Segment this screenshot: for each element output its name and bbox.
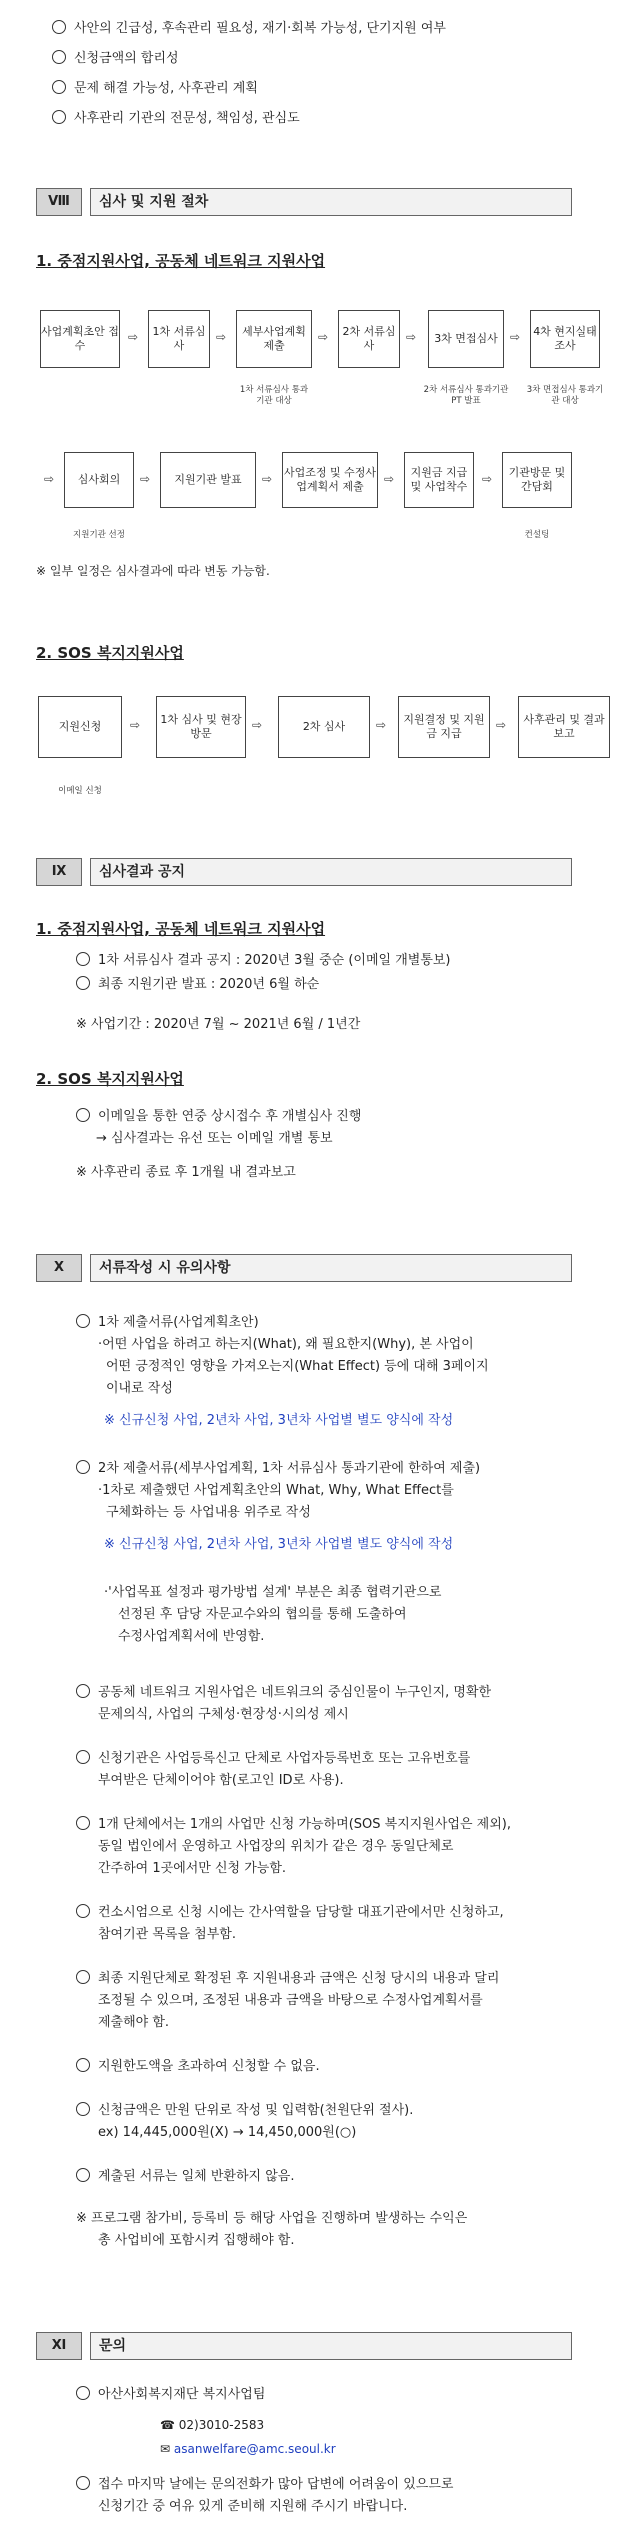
notice-line: 참여기관 목록을 첨부함. (98, 1927, 236, 1942)
flow-step: 지원금 지급 및 사업착수 (404, 452, 474, 508)
arrow-right-icon: ⇨ (482, 472, 493, 486)
circle-bullet-icon (76, 952, 90, 966)
contact-phone: ☎ 02)3010-2583 (160, 2418, 265, 2432)
circle-bullet-icon (76, 1108, 90, 1122)
section-number: Ⅹ (36, 1254, 82, 1282)
section-title: 문의 (90, 2332, 572, 2360)
notice-item: 계출된 서류는 일체 반환하지 않음. (76, 2168, 294, 2186)
doc2-line: 수정사업계획서에 반영함. (118, 1629, 265, 1644)
arrow-right-icon: ⇨ (44, 472, 55, 486)
section-title: 심사 및 지원 절차 (90, 188, 572, 216)
notice-item: 1개 단체에서는 1개의 사업만 신청 가능하며(SOS 복지지원사업은 제외), (76, 1816, 511, 1834)
flow-step: 4차 현지실태조사 (530, 310, 600, 368)
notice-line: 부여받은 단체이어야 함(로고인 ID로 사용). (98, 1773, 344, 1788)
doc1-title: 1차 제출서류(사업계획초안) (76, 1314, 259, 1332)
result-item: 최종 지원기관 발표 : 2020년 6월 하순 (76, 976, 319, 994)
doc1-line: 어떤 긍정적인 영향을 가져오는지(What Effect) 등에 대해 3페이지 (106, 1359, 489, 1374)
flow-note: 3차 면접심사 통과기관 대상 (526, 385, 604, 406)
section-title: 심사결과 공지 (90, 858, 572, 886)
criteria-item: 사후관리 기관의 전문성, 책임성, 관심도 (52, 110, 300, 128)
notice-item: 신청기관은 사업등록신고 단체로 사업자등록번호 또는 고유번호를 (76, 1750, 470, 1768)
arrow-right-icon: ⇨ (510, 330, 521, 344)
flow-step: 심사회의 (64, 452, 134, 508)
notice-line: ex) 14,445,000원(X) → 14,450,000원(○) (98, 2125, 357, 2140)
flow-note: 지원기관 선정 (73, 530, 125, 540)
doc1-note: ※ 신규신청 사업, 2년차 사업, 3년차 사업별 별도 양식에 작성 (104, 1413, 454, 1428)
circle-bullet-icon (76, 1816, 90, 1830)
flow-step: 지원기관 발표 (160, 452, 256, 508)
notice-line: 조정될 수 있으며, 조정된 내용과 금액을 바탕으로 수정사업계획서를 (98, 1993, 483, 2008)
result-note: ※ 사후관리 종료 후 1개월 내 결과보고 (76, 1165, 296, 1180)
arrow-right-icon: ⇨ (128, 330, 139, 344)
phone-icon: ☎ (160, 2418, 179, 2432)
contact-org: 아산사회복지재단 복지사업팀 (76, 2386, 265, 2404)
notice-item: 컨소시엄으로 신청 시에는 간사역할을 담당할 대표기관에서만 신청하고, (76, 1904, 504, 1922)
flow-step: 지원결정 및 지원금 지급 (398, 696, 490, 758)
subsection-title: 1. 중점지원사업, 공동체 네트워크 지원사업 (36, 920, 326, 938)
arrow-right-icon: ⇨ (216, 330, 227, 344)
doc2-title: 2차 제출서류(세부사업계획, 1차 서류심사 통과기관에 한하여 제출) (76, 1460, 480, 1478)
circle-bullet-icon (76, 2102, 90, 2116)
arrow-right-icon: ⇨ (252, 718, 263, 732)
result-detail: → 심사결과는 유선 또는 이메일 개별 통보 (96, 1131, 333, 1146)
circle-bullet-icon (76, 1970, 90, 1984)
notice-item: 지원한도액을 초과하여 신청할 수 없음. (76, 2058, 320, 2076)
circle-bullet-icon (76, 2386, 90, 2400)
circle-bullet-icon (52, 20, 66, 34)
section-header-review-process (36, 188, 572, 216)
arrow-right-icon: ⇨ (130, 718, 141, 732)
doc1-line: 이내로 작성 (106, 1381, 173, 1396)
result-item: 이메일을 통한 연중 상시접수 후 개별심사 진행 (76, 1108, 361, 1126)
flow-note: 1차 서류심사 통과기관 대상 (239, 385, 309, 406)
arrow-right-icon: ⇨ (496, 718, 507, 732)
notice-line: 동일 법인에서 운영하고 사업장의 위치가 같은 경우 동일단체로 (98, 1839, 454, 1854)
circle-bullet-icon (76, 1904, 90, 1918)
arrow-right-icon: ⇨ (140, 472, 151, 486)
circle-bullet-icon (76, 1684, 90, 1698)
arrow-right-icon: ⇨ (318, 330, 329, 344)
notice-item: 공동체 네트워크 지원사업은 네트워크의 중심인물이 누구인지, 명확한 (76, 1684, 491, 1702)
mail-icon: ✉ (160, 2442, 174, 2456)
section-number: Ⅸ (36, 858, 82, 886)
circle-bullet-icon (76, 976, 90, 990)
schedule-remark: ※ 일부 일정은 심사결과에 따라 변동 가능함. (36, 564, 270, 578)
notice-item: 최종 지원단체로 확정된 후 지원내용과 금액은 신청 당시의 내용과 달리 (76, 1970, 499, 1988)
section-number: Ⅺ (36, 2332, 82, 2360)
final-notice: 접수 마지막 날에는 문의전화가 많아 답변에 어려움이 있으므로 (76, 2476, 453, 2494)
revenue-note-line: 총 사업비에 포함시켜 집행해야 함. (98, 2233, 295, 2248)
circle-bullet-icon (76, 2476, 90, 2490)
flow-step: 2차 심사 (278, 696, 370, 758)
doc2-line: ·1차로 제출했던 사업계획초안의 What, Why, What Effect를 (98, 1483, 454, 1498)
flow-step: 3차 면접심사 (428, 310, 504, 368)
project-period: ※ 사업기간 : 2020년 7월 ~ 2021년 6월 / 1년간 (76, 1017, 361, 1032)
circle-bullet-icon (52, 50, 66, 64)
circle-bullet-icon (76, 2168, 90, 2182)
flow-step: 사후관리 및 결과보고 (518, 696, 610, 758)
flow-note: 이메일 신청 (58, 786, 102, 796)
circle-bullet-icon (52, 80, 66, 94)
circle-bullet-icon (52, 110, 66, 124)
flow-step: 사업계획초안 접수 (40, 310, 120, 368)
section-header-results (36, 858, 572, 886)
arrow-right-icon: ⇨ (406, 330, 417, 344)
circle-bullet-icon (76, 1314, 90, 1328)
flow-step: 사업조정 및 수정사업계획서 제출 (282, 452, 378, 508)
criteria-item: 신청금액의 합리성 (52, 50, 179, 68)
flow-step: 세부사업계획 제출 (236, 310, 312, 368)
flow-step: 기관방문 및 간담회 (502, 452, 572, 508)
flow-step: 1차 심사 및 현장방문 (156, 696, 246, 758)
doc2-note: ※ 신규신청 사업, 2년차 사업, 3년차 사업별 별도 양식에 작성 (104, 1537, 454, 1552)
arrow-right-icon: ⇨ (384, 472, 395, 486)
final-notice-line: 신청기간 중 여유 있게 준비해 지원해 주시기 바랍니다. (98, 2499, 408, 2514)
contact-email[interactable]: ✉ asanwelfare@amc.seoul.kr (160, 2442, 336, 2456)
circle-bullet-icon (76, 2058, 90, 2072)
section-header-contact (36, 2332, 572, 2360)
notice-line: 제출해야 함. (98, 2015, 170, 2030)
result-item: 1차 서류심사 결과 공지 : 2020년 3월 중순 (이메일 개별통보) (76, 952, 451, 970)
subsection-title: 1. 중점지원사업, 공동체 네트워크 지원사업 (36, 252, 326, 270)
flow-note: 컨설팅 (524, 530, 550, 540)
notice-line: 간주하여 1곳에서만 신청 가능함. (98, 1861, 287, 1876)
notice-line: 문제의식, 사업의 구체성·현장성·시의성 제시 (98, 1707, 349, 1722)
arrow-right-icon: ⇨ (376, 718, 387, 732)
doc2-line: 선정된 후 담당 자문교수와의 협의를 통해 도출하여 (118, 1607, 407, 1622)
criteria-item: 사안의 긴급성, 후속관리 필요성, 재기·회복 가능성, 단기지원 여부 (52, 20, 446, 38)
circle-bullet-icon (76, 1460, 90, 1474)
subsection-title: 2. SOS 복지지원사업 (36, 644, 184, 662)
flow-step: 2차 서류심사 (338, 310, 400, 368)
flow-step: 지원신청 (38, 696, 122, 758)
circle-bullet-icon (76, 1750, 90, 1764)
flow-step: 1차 서류심사 (148, 310, 210, 368)
section-title: 서류작성 시 유의사항 (90, 1254, 572, 1282)
notice-item: 신청금액은 만원 단위로 작성 및 입력함(천원단위 절사). (76, 2102, 413, 2120)
subsection-title: 2. SOS 복지지원사업 (36, 1070, 184, 1088)
doc2-line: ·'사업목표 설정과 평가방법 설계' 부분은 최종 협력기관으로 (104, 1585, 442, 1600)
criteria-item: 문제 해결 가능성, 사후관리 계획 (52, 80, 258, 98)
doc1-line: ·어떤 사업을 하려고 하는지(What), 왜 필요한지(Why), 본 사업이 (98, 1337, 474, 1352)
flow-note: 2차 서류심사 통과기관 PT 발표 (423, 385, 509, 406)
revenue-note: ※ 프로그램 참가비, 등록비 등 해당 사업을 진행하며 발생하는 수익은 (76, 2211, 468, 2226)
doc2-line: 구체화하는 등 사업내용 위주로 작성 (106, 1505, 311, 1520)
arrow-right-icon: ⇨ (262, 472, 273, 486)
section-header-writing-notes (36, 1254, 572, 1282)
section-number: Ⅷ (36, 188, 82, 216)
